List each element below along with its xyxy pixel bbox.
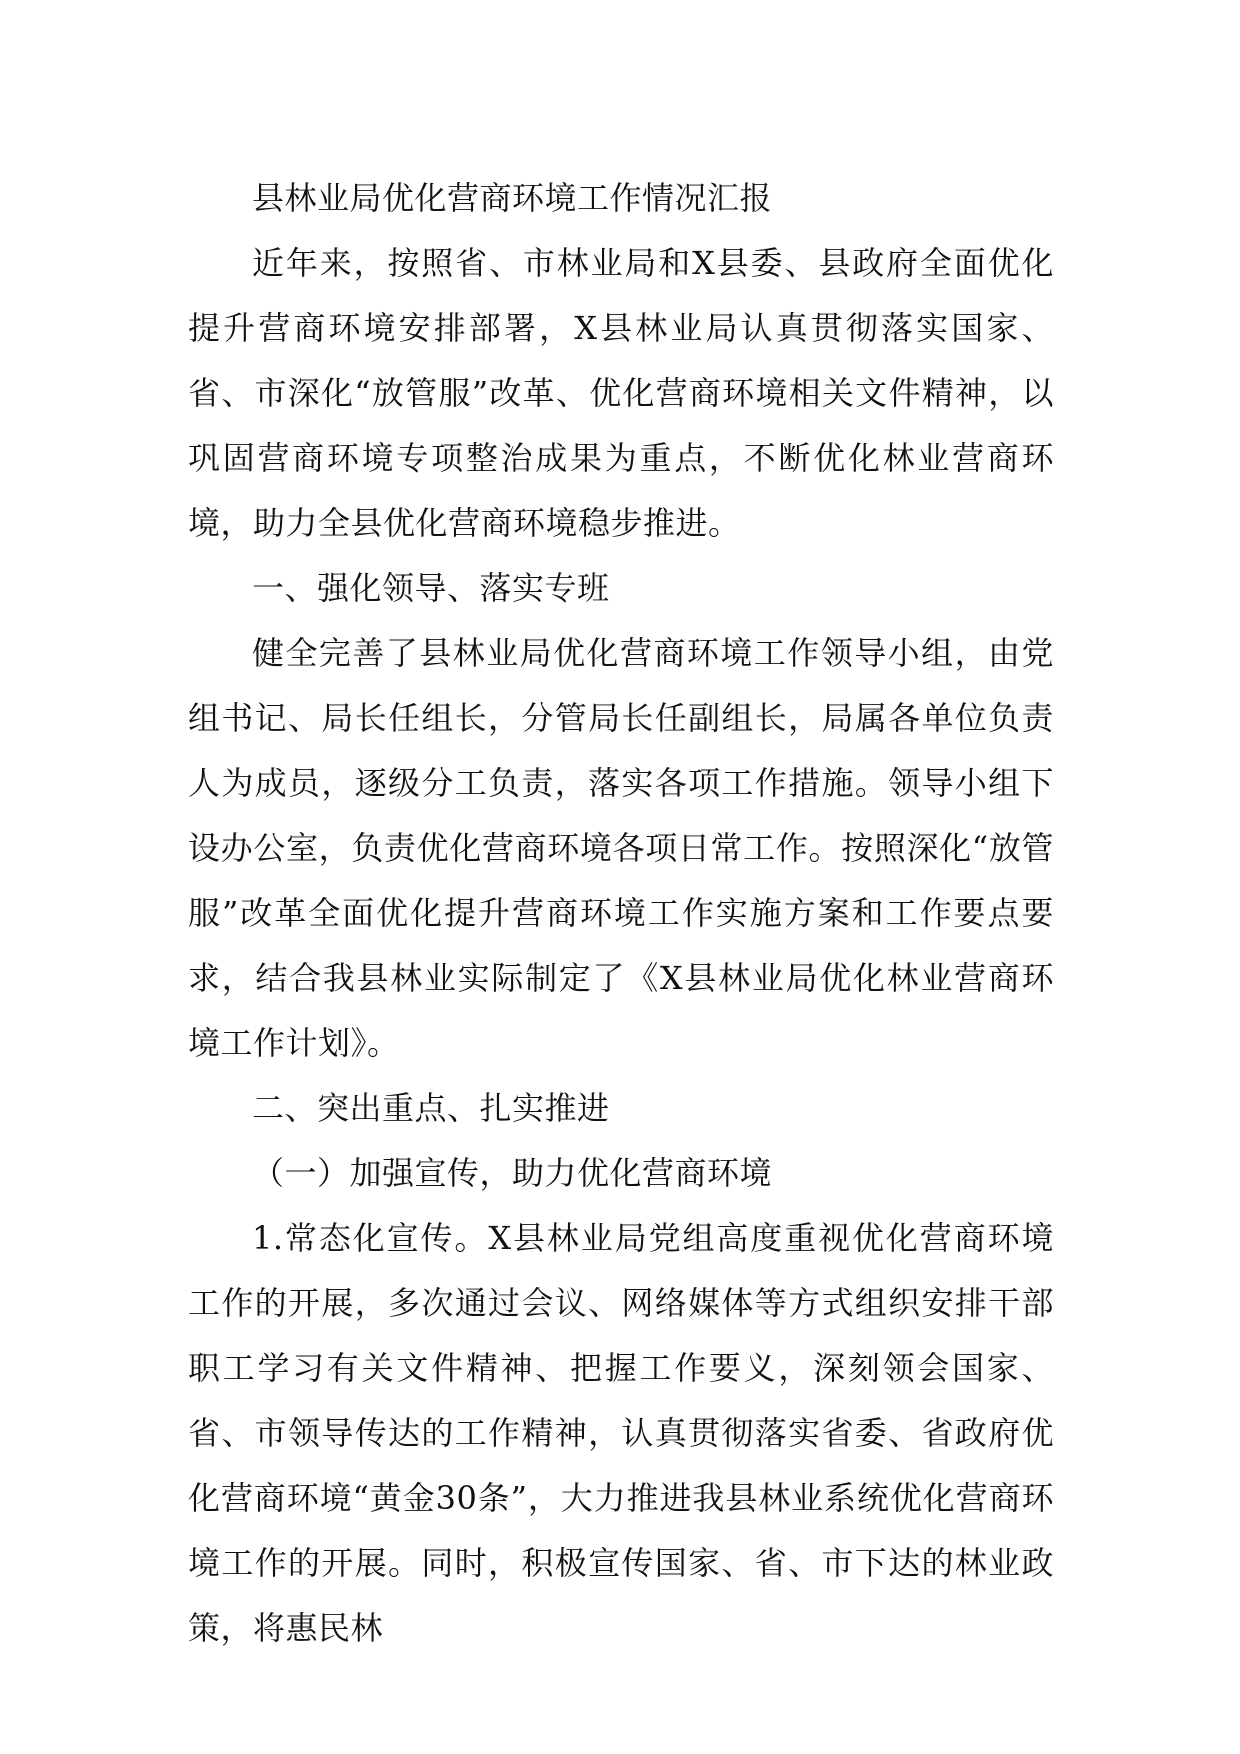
- section-1-paragraph: 健全完善了县林业局优化营商环境工作领导小组，由党组书记、局长任组长，分管局长任副组长，局属各单位负责人为成员，逐级分工负责，落实各项工作措施。领导小组下设办公室，负责优化营商环境各项日常工作。按照深化“放管服”改革全面优化提升营商环境工作实施方案和工作要点要求，结合我县林业实际制定了《X县林业局优化林业营商环境工作计划》。: [188, 634, 1054, 1062]
- document-body: [188, 166, 1054, 1661]
- section-heading-1: 一、强化领导、落实专班: [252, 569, 610, 607]
- section-heading-2: 二、突出重点、扎实推进: [252, 1089, 610, 1127]
- intro-paragraph: 近年来，按照省、市林业局和X县委、县政府全面优化提升营商环境安排部署，X县林业局认真贯彻落实国家、省、市深化“放管服”改革、优化营商环境相关文件精神，以巩固营商环境专项整治成果为重点，不断优化林业营商环境，助力全县优化营商环境稳步推进。: [188, 244, 1054, 542]
- document-title: 县林业局优化营商环境工作情况汇报: [252, 179, 773, 217]
- subsection-heading-1: （一）加强宣传，助力优化营商环境: [252, 1154, 773, 1192]
- item-1-paragraph: 1.常态化宣传。X县林业局党组高度重视优化营商环境工作的开展，多次通过会议、网络媒体等方式组织安排干部职工学习有关文件精神、把握工作要义，深刻领会国家、省、市领导传达的工作精神，认真贯彻落实省委、省政府优化营商环境“黄金30条”，大力推进我县林业系统优化营商环境工作的开展。同时，积极宣传国家、省、市下达的林业政策，将惠民林: [188, 1219, 1054, 1647]
